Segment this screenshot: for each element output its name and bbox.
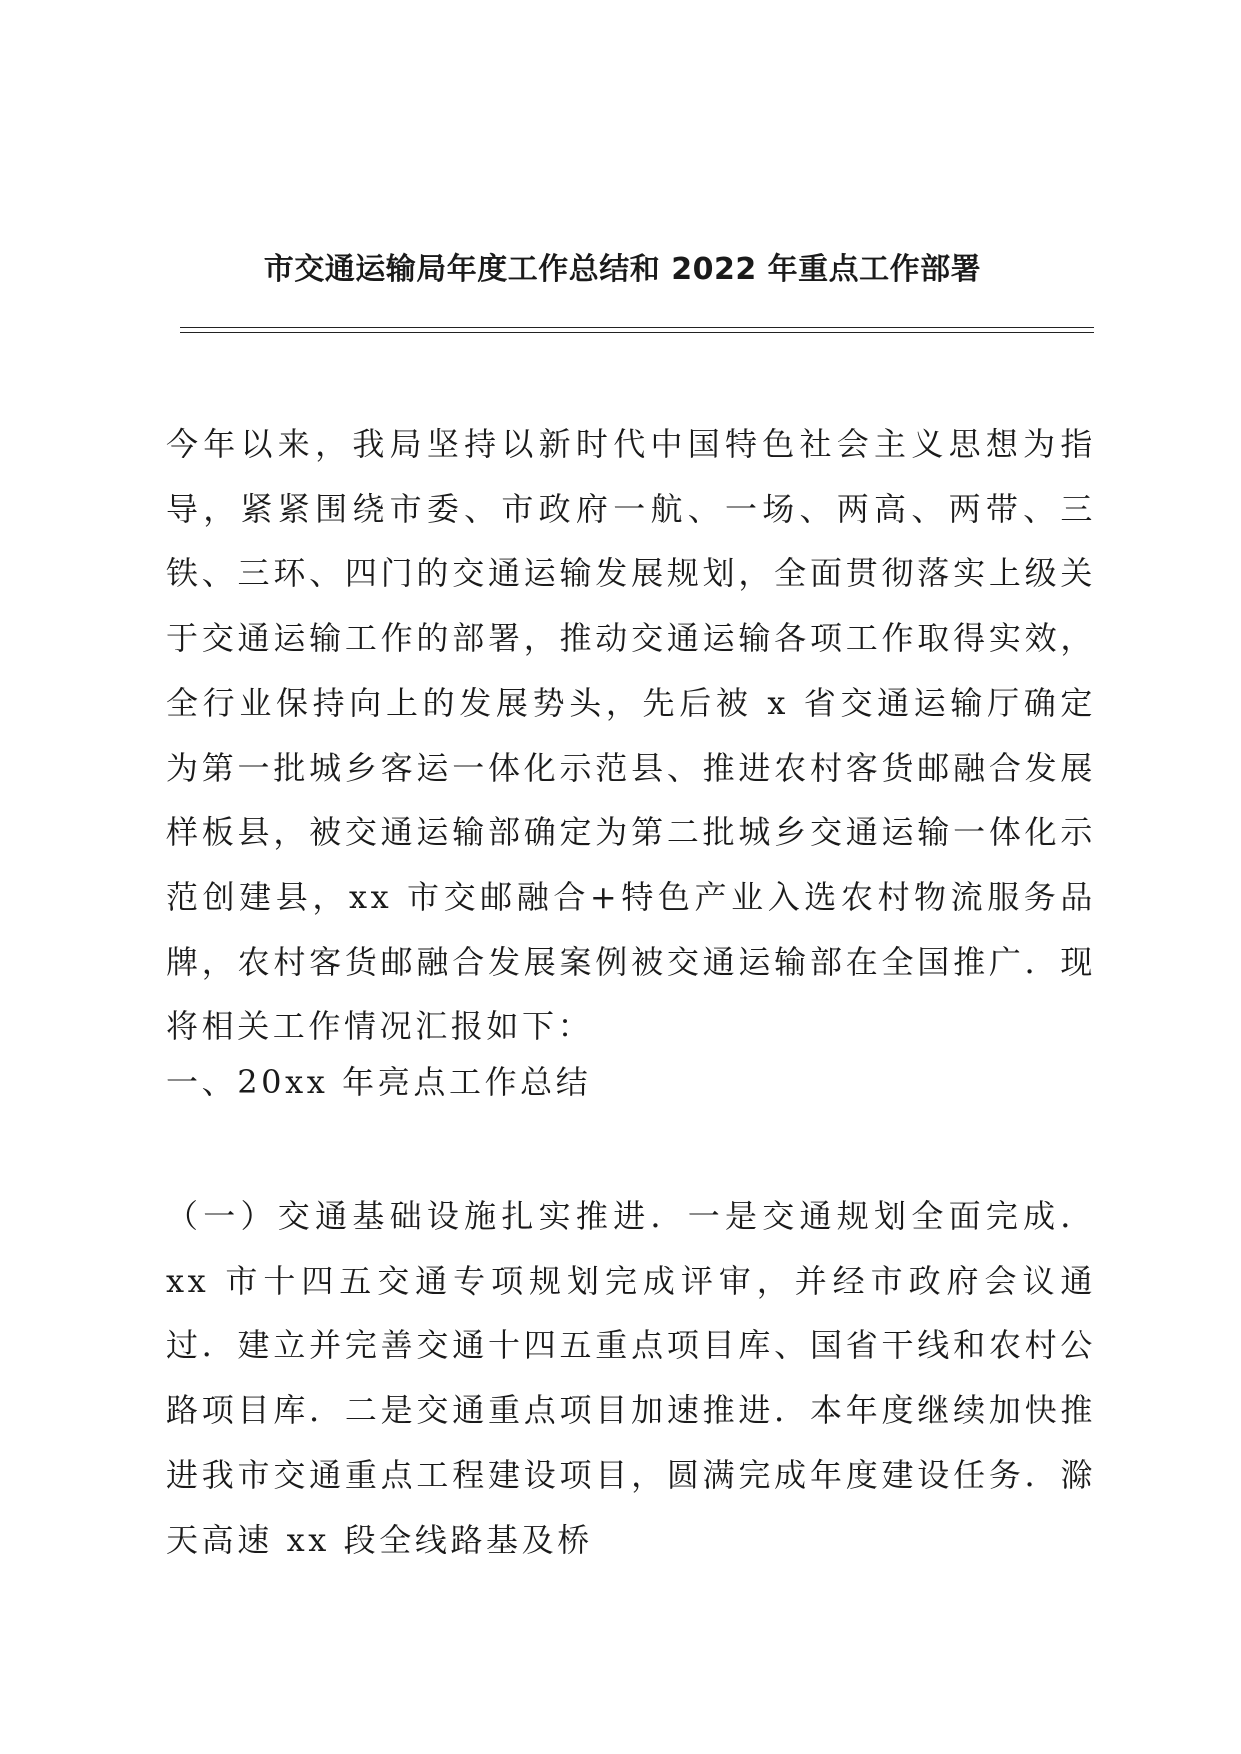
section-paragraph: （一）交通基础设施扎实推进．一是交通规划全面完成．xx 市十四五交通专项规划完成评审，并经市政府会议通过．建立并完善交通十四五重点项目库、国省干线和农村公路项目库．二是交通重点项目加速推进．本年度继续加快推进我市交通重点工程建设项目，圆满完成年度建设任务．滁天高速 xx 段全线路基及桥	[166, 1197, 1096, 1559]
title-double-rule	[180, 327, 1094, 333]
intro-paragraph: 今年以来，我局坚持以新时代中国特色社会主义思想为指导，紧紧围绕市委、市政府一航、一场、两高、两带、三铁、三环、四门的交通运输发展规划，全面贯彻落实上级关于交通运输工作的部署，推动交通运输各项工作取得实效，全行业保持向上的发展势头，先后被 x 省交通运输厅确定为第一批城乡客运一体化示范县、推进农村客货邮融合发展样板县，被交通运输部确定为第二批城乡交通运输一体化示范创建县，xx 市交邮融合+特色产业入选农村物流服务品牌，农村客货邮融合发展案例被交通运输部在全国推广．现将相关工作情况汇报如下：	[166, 425, 1096, 1046]
section-heading: 一、20xx 年亮点工作总结	[166, 1063, 592, 1101]
document-title: 市交通运输局年度工作总结和 2022 年重点工作部署	[263, 252, 982, 287]
